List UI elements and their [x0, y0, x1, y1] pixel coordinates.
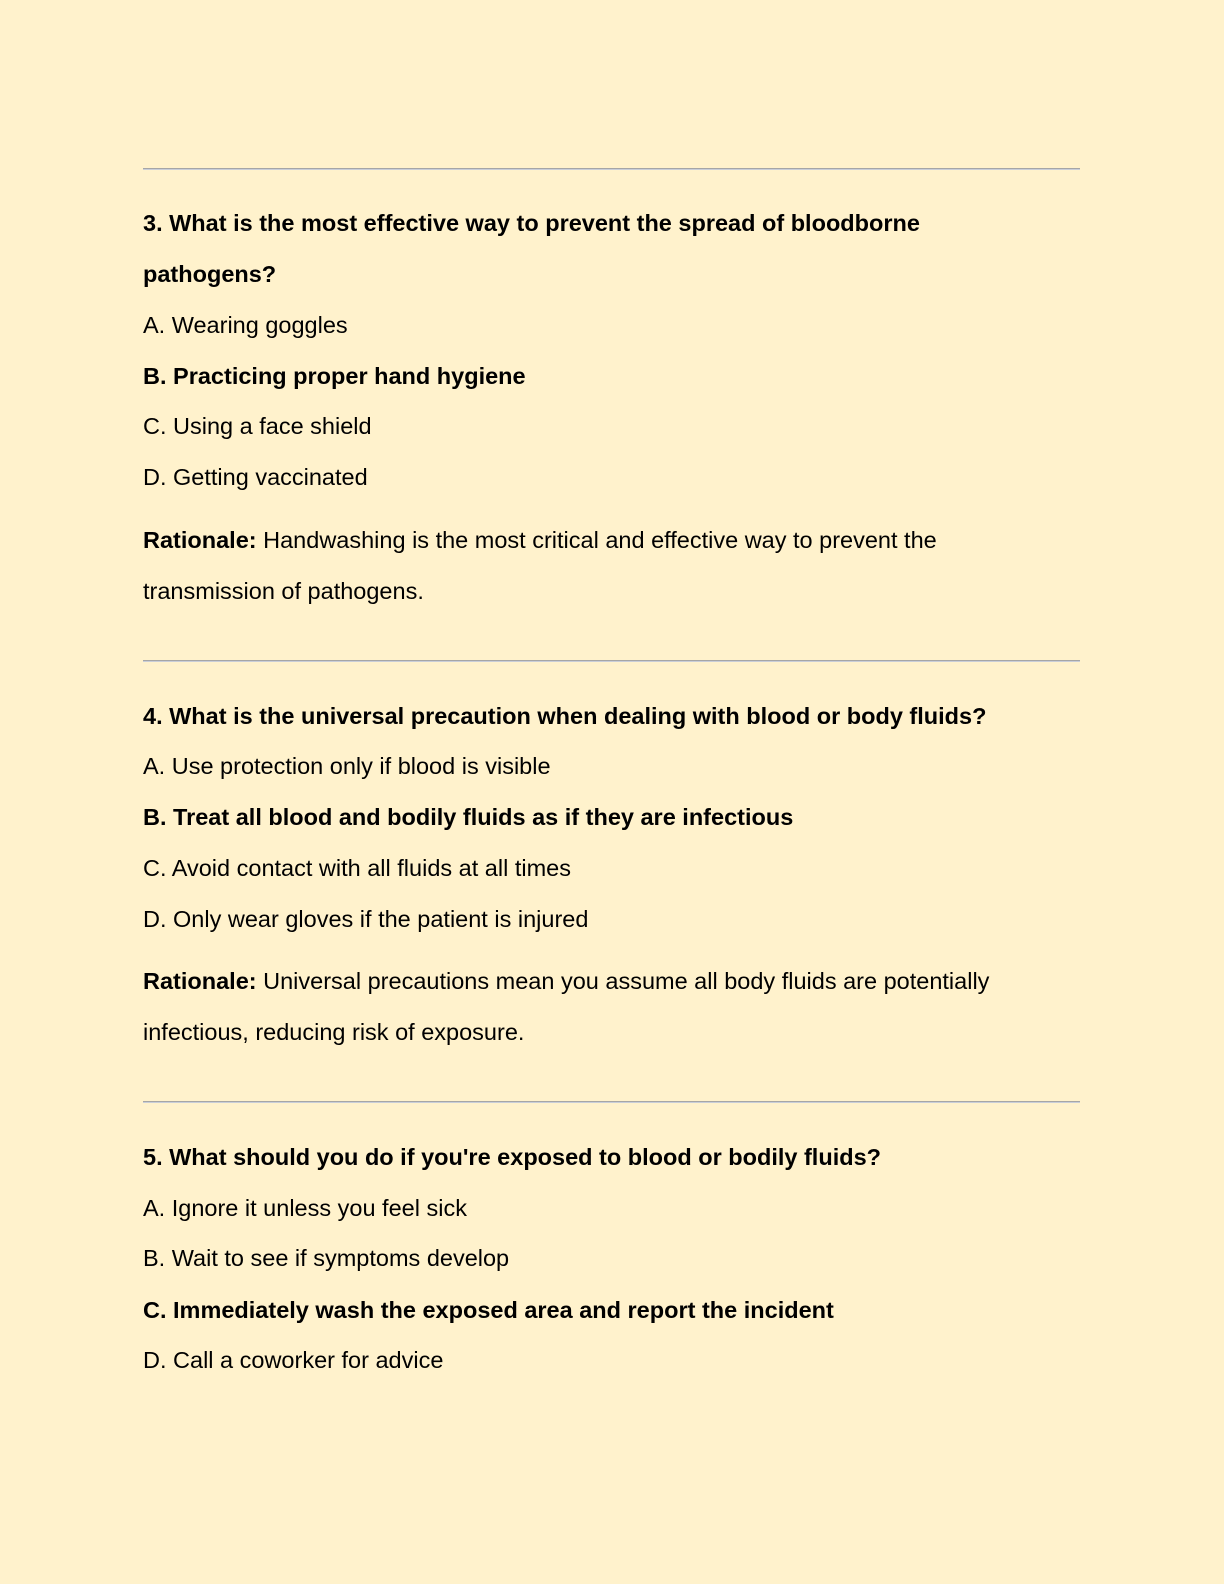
question-3-text-line-2: pathogens?	[143, 261, 277, 287]
rationale-text: Handwashing is the most critical and effective way to prevent the	[256, 527, 937, 553]
question-3-option-a: A. Wearing goggles	[143, 312, 348, 338]
question-5-option-a: A. Ignore it unless you feel sick	[143, 1195, 467, 1221]
question-4-option-b: B. Treat all blood and bodily fluids as if they are infectious	[143, 804, 794, 830]
question-4-option-c: C. Avoid contact with all fluids at all times	[143, 855, 571, 881]
question-5-option-c: C. Immediately wash the exposed area and report the incident	[143, 1297, 834, 1323]
section-divider	[143, 660, 1080, 662]
question-4-rationale-line-2: infectious, reducing risk of exposure.	[143, 1019, 525, 1045]
rationale-label: Rationale:	[143, 527, 257, 553]
rationale-label: Rationale:	[143, 968, 257, 994]
question-4-text-line-1: 4. What is the universal precaution when dealing with blood or body fluids?	[143, 703, 987, 729]
question-3-option-c: C. Using a face shield	[143, 413, 372, 439]
question-4-option-d: D. Only wear gloves if the patient is injured	[143, 906, 589, 932]
section-divider	[143, 168, 1080, 170]
question-3-rationale-line-2: transmission of pathogens.	[143, 578, 424, 604]
question-5-text-line-1: 5. What should you do if you're exposed to blood or bodily fluids?	[143, 1144, 882, 1170]
question-4-rationale-line-1	[143, 966, 1103, 996]
question-5-option-b: B. Wait to see if symptoms develop	[143, 1245, 510, 1271]
section-divider	[143, 1101, 1080, 1103]
question-4-option-a: A. Use protection only if blood is visible	[143, 753, 551, 779]
question-5-option-d: D. Call a coworker for advice	[143, 1347, 444, 1373]
question-3-rationale-line-1	[143, 525, 1103, 555]
question-3-option-b: B. Practicing proper hand hygiene	[143, 363, 526, 389]
rationale-text: Universal precautions mean you assume all body fluids are potentially	[256, 968, 990, 994]
question-3-text-line-1: 3. What is the most effective way to prevent the spread of bloodborne	[143, 210, 920, 236]
question-3-option-d: D. Getting vaccinated	[143, 464, 368, 490]
